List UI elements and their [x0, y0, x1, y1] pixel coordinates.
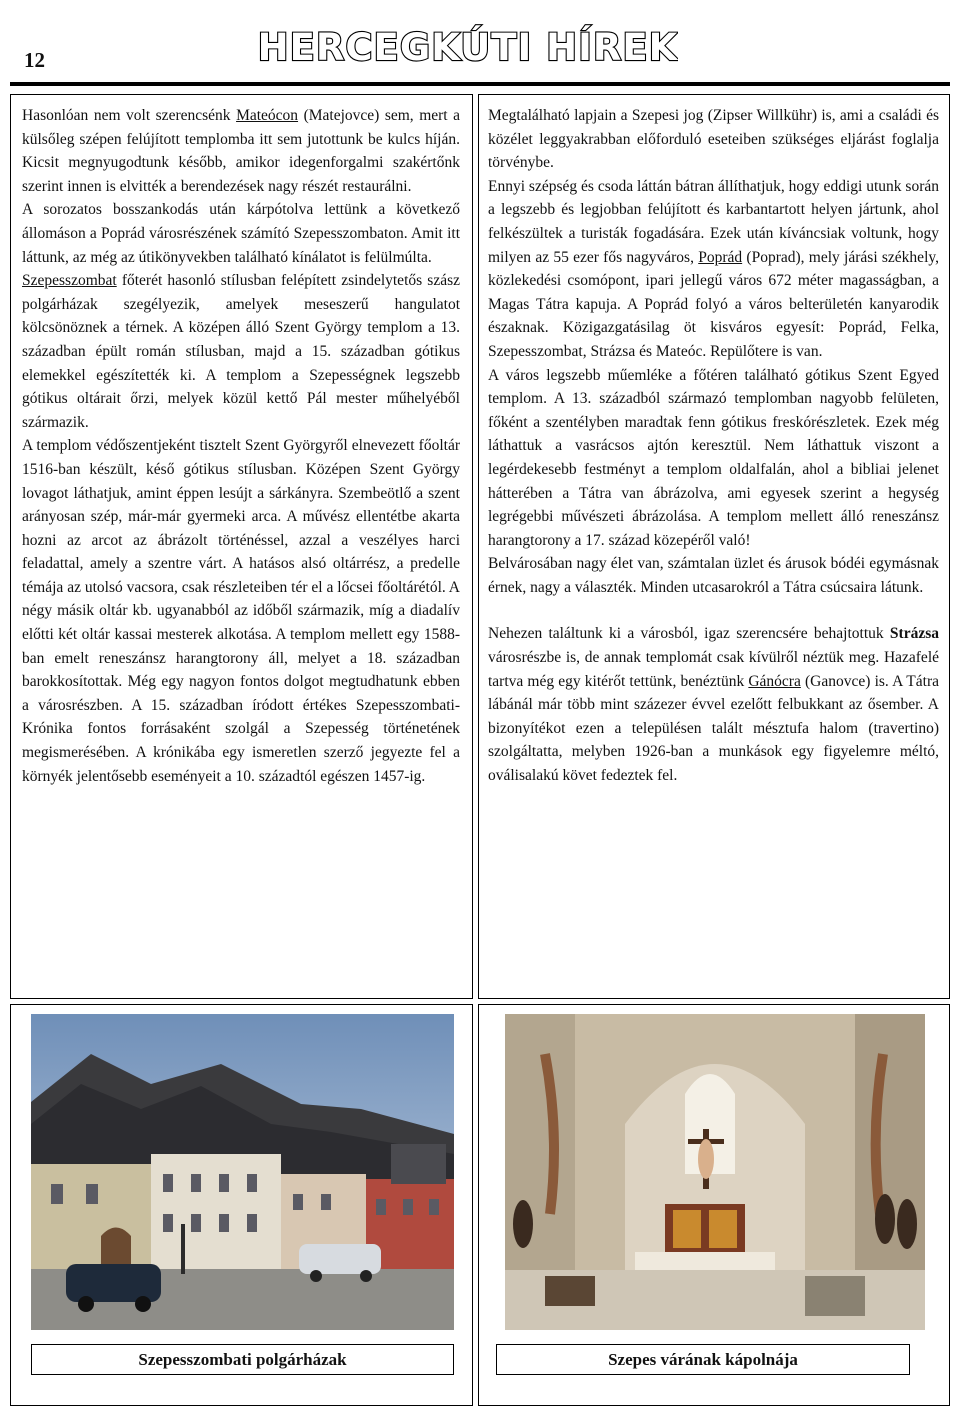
paragraph: Hasonlóan nem volt szerencsénk Mateócon (Matejovce) sem, mert a külsőleg szépen felújított templomba itt sem jutottunk be kulcs híján. Kicsit megnyugodtunk később, amikor idegenforgalmi szakértőnk szerint innen is elvitték a berendezések nagy részét restaurálni.: [22, 107, 460, 195]
paragraph: Ennyi szépség és csoda láttán bátran állíthatjuk, hogy eddigi utunk során a legszebb és legjobban felújított és karbantartott helyen jártunk, ahol felkészültek a turisták fogadására. Ezek után kíváncsiak voltunk, hogy milyen az 55 ezer fős nagyváros, Poprád (Poprad), mely járási székhely, közlekedési csomópont, ipari jellegű város 672 méter magasságban, a Magas Tátra kapuja. A Poprád folyó a város belterületén kanyarodik északnak. Közigazgatásilag öt kisváros egyesít: Poprád, Felka, Szepesszombat, Strázsa és Mateóc. Repülőtere is van.: [488, 177, 939, 360]
paragraph: A templom védőszentjeként tisztelt Szent Györgyről elnevezett főoltár 1516-ban készült, késő gótikus stílusban. Középen Szent György lovagot láthatjuk, amint éppen lesújt a sárkányra. Szembeötlő a szent arányosan szép, már-már gyermeki arca. A művész ellentétbe akarta hozni az arcot az ábrázolt történéssel, azzal a veszélyes harci feladattal, amely a szentre várt. A hatásos alsó oltárrész, a predelle témája az utolsó vacsora, csak részleteiben tér el a lőcsei főoltárétól. A négy másik oltár kb. ugyanabból az időből származik, míg a diadalív előtti két oltár kassai mesterek alkotása. A templom mellett egy 1588-ban emelt reneszánsz harangtorony áll, melyet a 18. században barokkosítottak. Még egy nagyon fontos dolgot megtudhatunk ebben a városrészben. A 15. században íródott értékes Szepesszombati-Krónika fontos forrásaként szolgál a Szepesség történetének megismerésében. A krónikába egy ismeretlen szerző jegyezte fel a környék jelentősebb eseményeit a 10. századtól egészen 1457-ig.: [22, 437, 460, 785]
right-photo-caption: Szepes várának kápolnája: [496, 1344, 910, 1375]
page-number: 12: [24, 48, 45, 72]
paragraph: Nehezen találtunk ki a városból, igaz szerencsére behajtottuk Strázsa városrészbe is, de annak templomát csak kívülről néztük meg. Hazafelé tartva még egy kitérőt tettünk, benéztünk Gánócra (Ganovce) is. A Tátra lábánál már több mint százezer évvel ezelőtt felbukkant az ősember. A bizonyítékot ezen a településen talált mésztufa halom (travertino) szolgáltatta, melyben 1926-ban a munkások egy figyelemre méltó, oválisalakú követ fedeztek fel.: [488, 625, 939, 785]
paragraph-gap: [488, 599, 939, 622]
link-ganoc: Gánócra: [748, 672, 801, 690]
left-photo-frame: [10, 1004, 473, 1406]
link-szepesszombat: Szepesszombat: [22, 272, 117, 290]
paragraph: A sorozatos bosszankodás után kárpótolva lettünk a következő állomáson a Poprád városrészének számító Szepesszombaton. Amit itt láttunk, az még az útikönyvekben található kínálatot is felülmúlta.: [22, 201, 460, 266]
link-mateoc: Mateócon: [236, 107, 299, 124]
paragraph: A város legszebb műemléke a főtéren található gótikus Szent Egyed templom. A 13. századból származó templomban nagyobb felületen, főként a szentélyben maradtak fenn gótikus freskórészletek. Ezek még láthattuk a vasrácsos ajtón keresztül. Nem láthattuk viszont a legérdekesebb festményt a templom oldalfalán, ahol a bibliai jelenet hátterében a Tátra van ábrázolva, ami egyesek szerint a hegység legrégebbi művészeti ábrázolása. A templom mellett álló reneszánsz harangtorony a 17. század közepéről való!: [488, 366, 939, 549]
paragraph: Belvárosában nagy élet van, számtalan üzlet és árusok bódéi egymásnak érnek, nagy a választék. Minden utcasarokról a Tátra csúcsaira látunk.: [488, 555, 939, 596]
burgher-houses-photo: [31, 1014, 454, 1330]
paragraph: Szepesszombat főterét hasonló stílusban felépített zsindelytetős szász polgárházak szegélyezik, amelyek meseszerű hangulatot kölcsönöznek a térnek. A középen álló Szent György templom a 13. században épült román stílusban, majd a 15. században gótikus elemekkel egészítették ki. A templom a Szepességnek legszebb gótikus oltárait őrzi, melyek közül kettő Pál mester műhelyéből származik.: [22, 272, 460, 431]
right-text-column: [478, 94, 950, 999]
right-photo-frame: [478, 1004, 950, 1406]
masthead-title: HERCEGKÚTI HÍREK: [258, 26, 678, 69]
header-rule: [10, 82, 950, 86]
masthead: [258, 22, 678, 70]
chapel-interior-photo: [505, 1014, 925, 1330]
link-poprad: Poprád: [698, 248, 743, 266]
left-text-column: [10, 94, 473, 999]
left-photo-caption: Szepesszombati polgárházak: [31, 1344, 454, 1375]
bold-strazsa: Strázsa: [889, 625, 939, 643]
paragraph: Megtalálható lapjain a Szepesi jog (Zipser Willkühr) is, ami a családi és közélet leggyakrabban előforduló eseteiben szükséges eljárást foglalja törvénybe.: [488, 107, 939, 172]
